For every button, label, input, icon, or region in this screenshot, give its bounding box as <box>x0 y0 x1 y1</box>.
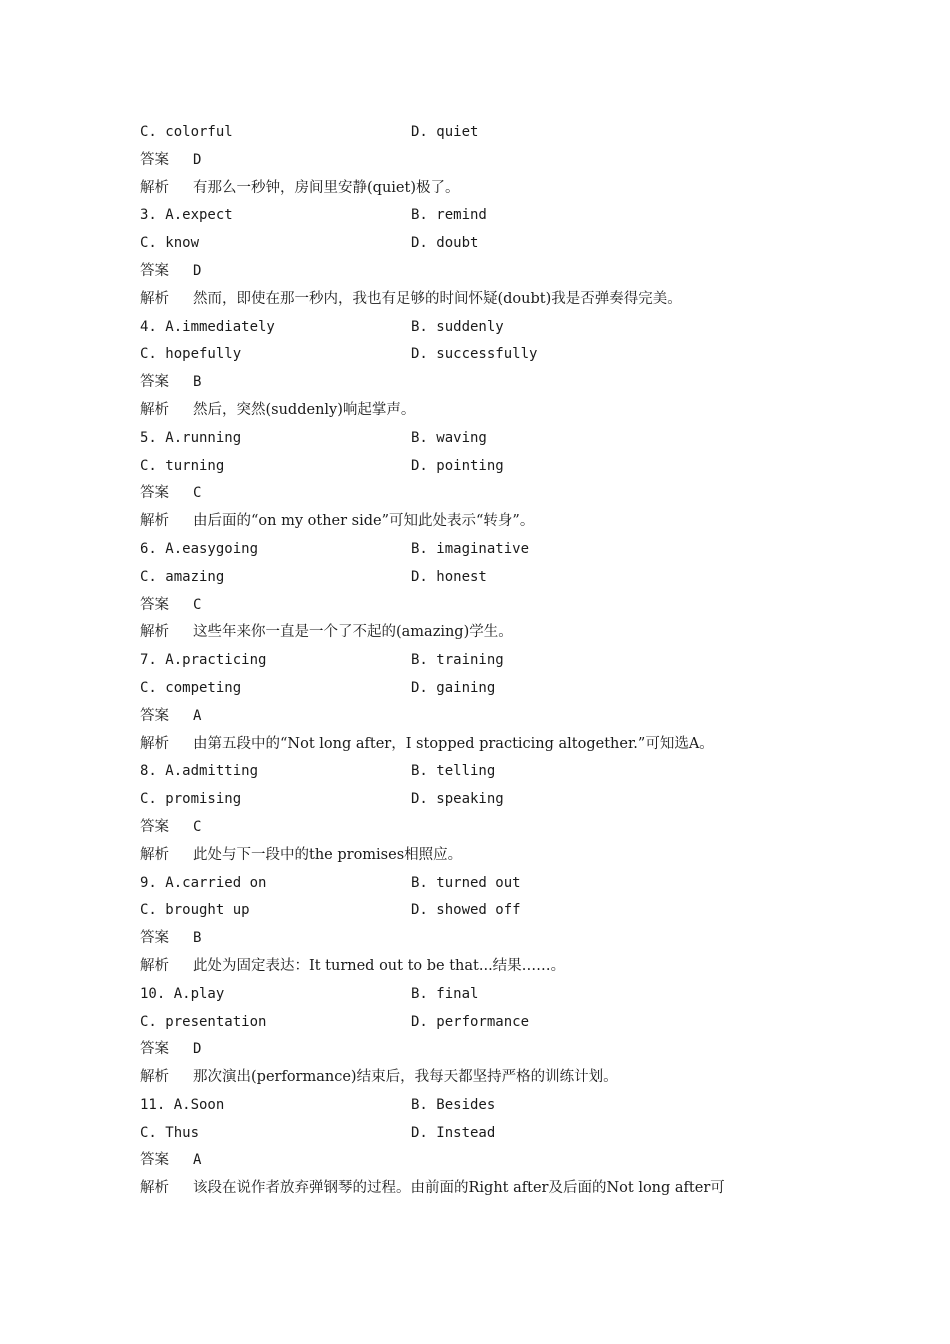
answer-label: 答案 <box>140 930 169 947</box>
answer-line <box>140 925 830 953</box>
answer-line <box>140 480 830 508</box>
option-row <box>140 1120 830 1148</box>
answer-line <box>140 147 830 175</box>
option-b: B. telling <box>411 763 496 780</box>
option-row <box>140 647 830 675</box>
analysis-label: 解析 <box>140 957 169 974</box>
option-a: 5. A.running <box>140 429 242 446</box>
analysis-text: 此处为固定表达：It turned out to be that...结果……。 <box>193 957 566 974</box>
option-b: B. turned out <box>411 874 521 891</box>
analysis-text: 此处与下一段中的the promises相照应。 <box>193 846 463 863</box>
option-c: C. hopefully <box>140 346 242 363</box>
answer-label: 答案 <box>140 151 169 168</box>
analysis-text: 然而，即使在那一秒内，我也有足够的时间怀疑(doubt)我是否弹奏得完美。 <box>193 290 682 307</box>
answer-value: A <box>193 707 202 724</box>
option-row <box>140 564 830 592</box>
option-row <box>140 870 830 898</box>
option-c: C. promising <box>140 791 242 808</box>
option-a: 8. A.admitting <box>140 763 259 780</box>
analysis-text: 由后面的“on my other side”可知此处表示“转身”。 <box>193 513 535 530</box>
analysis-line <box>140 1175 830 1203</box>
analysis-label: 解析 <box>140 846 169 863</box>
option-c: C. turning <box>140 457 225 474</box>
option-b: B. remind <box>411 207 487 224</box>
answer-value: B <box>193 374 202 391</box>
answer-line <box>140 814 830 842</box>
answer-label: 答案 <box>140 818 169 835</box>
option-b: B. suddenly <box>411 318 504 335</box>
analysis-label: 解析 <box>140 179 169 196</box>
option-d: D. performance <box>411 1013 530 1030</box>
option-row <box>140 786 830 814</box>
option-row <box>140 897 830 925</box>
answer-label: 答案 <box>140 262 169 279</box>
option-a: 6. A.easygoing <box>140 540 259 557</box>
option-b: B. Besides <box>411 1096 496 1113</box>
option-a: 11. A.Soon <box>140 1096 225 1113</box>
answer-line <box>140 258 830 286</box>
option-c: C. Thus <box>140 1124 200 1141</box>
option-row <box>140 230 830 258</box>
option-a: 9. A.carried on <box>140 874 267 891</box>
option-row <box>140 675 830 703</box>
analysis-line <box>140 397 830 425</box>
option-c: C. know <box>140 235 200 252</box>
answer-line <box>140 1147 830 1175</box>
analysis-text: 由第五段中的“Not long after，I stopped practicing altogether.”可知选A。 <box>193 735 714 752</box>
option-c: C. amazing <box>140 568 225 585</box>
analysis-line <box>140 286 830 314</box>
analysis-text: 该段在说作者放弃弹钢琴的过程。由前面的Right after及后面的Not long after可 <box>193 1180 725 1197</box>
option-row <box>140 314 830 342</box>
option-b: B. waving <box>411 429 487 446</box>
answer-label: 答案 <box>140 1152 169 1169</box>
answer-value: D <box>193 151 202 168</box>
option-row <box>140 1092 830 1120</box>
option-row <box>140 425 830 453</box>
analysis-label: 解析 <box>140 1069 169 1086</box>
answer-value: A <box>193 1152 202 1169</box>
answer-value: D <box>193 1041 202 1058</box>
option-d: D. quiet <box>411 124 479 140</box>
option-d: D. speaking <box>411 791 504 808</box>
answer-label: 答案 <box>140 374 169 391</box>
answer-label: 答案 <box>140 596 169 613</box>
option-d: D. successfully <box>411 346 538 363</box>
answer-line <box>140 703 830 731</box>
answer-value: C <box>193 485 202 502</box>
answer-value: C <box>193 596 202 613</box>
option-row <box>140 981 830 1009</box>
analysis-label: 解析 <box>140 735 169 752</box>
answer-line <box>140 1036 830 1064</box>
analysis-line <box>140 175 830 203</box>
analysis-text: 有那么一秒钟，房间里安静(quiet)极了。 <box>193 179 460 196</box>
answer-label: 答案 <box>140 707 169 724</box>
option-row <box>140 202 830 230</box>
option-row <box>140 453 830 481</box>
option-d: D. gaining <box>411 679 496 696</box>
analysis-line <box>140 619 830 647</box>
option-d: D. pointing <box>411 457 504 474</box>
option-row <box>140 536 830 564</box>
option-row <box>140 758 830 786</box>
option-a: 3. A.expect <box>140 207 233 224</box>
analysis-line <box>140 842 830 870</box>
option-a: 10. A.play <box>140 985 225 1002</box>
answer-label: 答案 <box>140 485 169 502</box>
analysis-label: 解析 <box>140 624 169 641</box>
analysis-line <box>140 731 830 759</box>
option-d: D. showed off <box>411 902 521 919</box>
analysis-line <box>140 953 830 981</box>
option-c: C. presentation <box>140 1013 267 1030</box>
analysis-line <box>140 508 830 536</box>
option-b: B. training <box>411 652 504 669</box>
analysis-text: 这些年来你一直是一个了不起的(amazing)学生。 <box>193 624 513 641</box>
analysis-label: 解析 <box>140 401 169 418</box>
option-row <box>140 1009 830 1037</box>
option-b: B. imaginative <box>411 540 530 557</box>
option-c: C. competing <box>140 679 242 696</box>
answer-value: D <box>193 262 202 279</box>
option-a: 4. A.immediately <box>140 318 275 335</box>
answer-line <box>140 592 830 620</box>
option-a: 7. A.practicing <box>140 652 267 669</box>
option-b: B. final <box>411 985 479 1002</box>
option-d: D. doubt <box>411 235 479 252</box>
document-page <box>140 119 830 1203</box>
analysis-text: 那次演出(performance)结束后，我每天都坚持严格的训练计划。 <box>193 1069 618 1086</box>
analysis-label: 解析 <box>140 290 169 307</box>
analysis-label: 解析 <box>140 1180 169 1197</box>
answer-value: B <box>193 930 202 947</box>
answer-label: 答案 <box>140 1041 169 1058</box>
option-row <box>140 119 830 147</box>
answer-line <box>140 369 830 397</box>
analysis-text: 然后，突然(suddenly)响起掌声。 <box>193 401 416 418</box>
option-c: C. brought up <box>140 902 250 919</box>
option-row <box>140 341 830 369</box>
analysis-label: 解析 <box>140 513 169 530</box>
analysis-line <box>140 1064 830 1092</box>
option-d: D. honest <box>411 568 487 585</box>
option-d: D. Instead <box>411 1124 496 1141</box>
option-c: C. colorful <box>140 124 233 140</box>
answer-value: C <box>193 818 202 835</box>
